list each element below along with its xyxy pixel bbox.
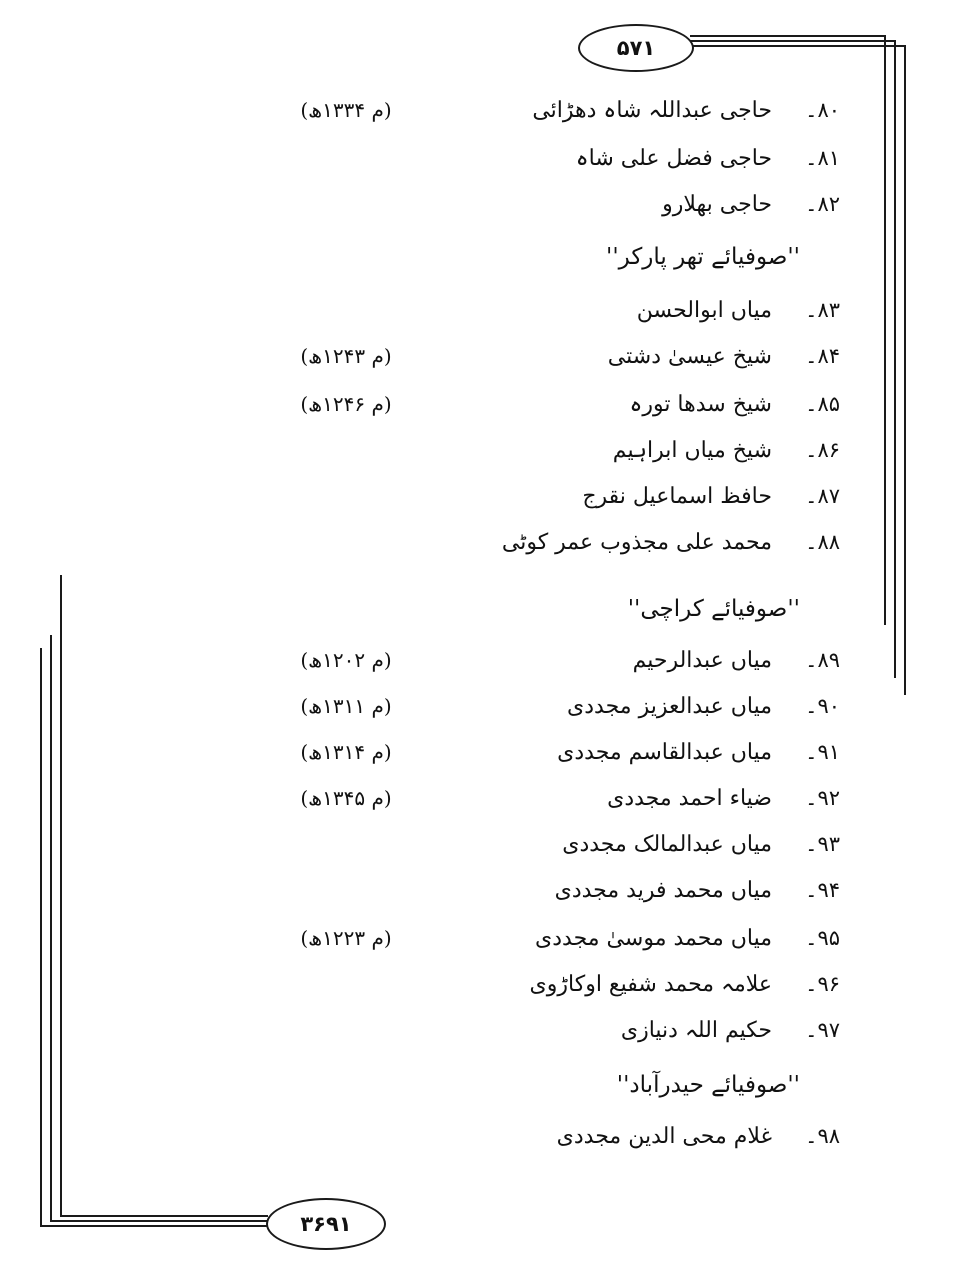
item-number: ۸۴۔ [805,344,840,368]
top-page-number: ۵۷۱ [578,24,694,72]
section-heading-karachi: ''صوفیائے کراچی'' [627,596,800,622]
section-heading-hyderabad: ''صوفیائے حیدرآباد'' [616,1072,800,1098]
item-date: (م ۱۳۳۴ھ) [300,98,392,122]
item-name: شیخ عیسیٰ دشتی [607,344,772,369]
list-item [0,530,960,570]
item-number: ۸۰۔ [805,98,840,122]
item-name: میاں محمد فرید مجددی [554,878,772,903]
item-number: ۹۳۔ [805,832,840,856]
item-name: ضیاء احمد مجددی [607,786,772,811]
item-number: ۹۸۔ [805,1124,840,1148]
item-name: شیخ سدھا تورہ [629,392,772,417]
item-number: ۹۴۔ [805,878,840,902]
frame-top-h2 [690,40,896,42]
list-item [0,192,960,232]
list-item [0,1018,960,1058]
item-name: میاں عبدالمالک مجددی [562,832,772,857]
item-number: ۸۱۔ [805,146,840,170]
list-item [0,1124,960,1164]
item-number: ۸۵۔ [805,392,840,416]
list-item [0,786,960,826]
frame-bottom-h1 [60,1215,268,1217]
item-number: ۹۷۔ [805,1018,840,1042]
item-number: ۹۶۔ [805,972,840,996]
item-name: علامہ محمد شفیع اوکاڑوی [529,972,772,997]
item-number: ۸۷۔ [805,484,840,508]
item-date: (م ۱۲۴۳ھ) [300,344,392,368]
item-name: محمد علی مجذوب عمر کوٹی [501,530,772,555]
item-number: ۹۱۔ [805,740,840,764]
item-name: میاں عبدالقاسم مجددی [557,740,772,765]
item-number: ۸۸۔ [805,530,840,554]
item-name: میاں محمد موسیٰ مجددی [535,926,772,951]
list-item [0,832,960,872]
frame-top-h3 [690,45,906,47]
frame-top-h1 [690,35,886,37]
frame-bottom-h3 [40,1225,268,1227]
item-name: حکیم اللہ دنیازی [620,1018,772,1043]
list-item [0,98,960,138]
item-name: حافظ اسماعیل نقرج [582,484,772,509]
list-item [0,438,960,478]
item-name: میاں ابوالحسن [636,298,772,323]
section-heading-tharparkar: ''صوفیائے تھر پارکر'' [606,244,800,270]
frame-bottom-h2 [50,1220,268,1222]
item-number: ۸۳۔ [805,298,840,322]
item-number: ۹۰۔ [805,694,840,718]
item-date: (م ۱۳۱۴ھ) [300,740,392,764]
item-date: (م ۱۳۱۱ھ) [300,694,392,718]
item-name: میاں عبدالرحیم [632,648,772,673]
list-item [0,146,960,186]
item-name: غلام محی الدین مجددی [556,1124,772,1149]
item-date: (م ۱۳۴۵ھ) [300,786,392,810]
list-item [0,694,960,734]
list-item [0,648,960,688]
list-item [0,740,960,780]
list-item [0,298,960,338]
item-name: حاجی بھلارو [662,192,772,217]
list-item [0,972,960,1012]
item-number: ۹۲۔ [805,786,840,810]
item-date: (م ۱۲۰۲ھ) [300,648,392,672]
item-name: شیخ میاں ابراہیم [612,438,772,463]
list-item [0,484,960,524]
bottom-page-number: ۳۶۹۱ [266,1198,386,1250]
item-number: ۸۲۔ [805,192,840,216]
item-number: ۸۹۔ [805,648,840,672]
item-name: حاجی فضل علی شاہ [575,146,772,171]
list-item [0,878,960,918]
item-number: ۹۵۔ [805,926,840,950]
item-number: ۸۶۔ [805,438,840,462]
list-item [0,392,960,432]
list-item [0,344,960,384]
item-name: میاں عبدالعزیز مجددی [567,694,772,719]
item-name: حاجی عبداللہ شاہ دھڑائی [532,98,772,123]
list-item [0,926,960,966]
item-date: (م ۱۲۲۳ھ) [300,926,392,950]
item-date: (م ۱۲۴۶ھ) [300,392,392,416]
